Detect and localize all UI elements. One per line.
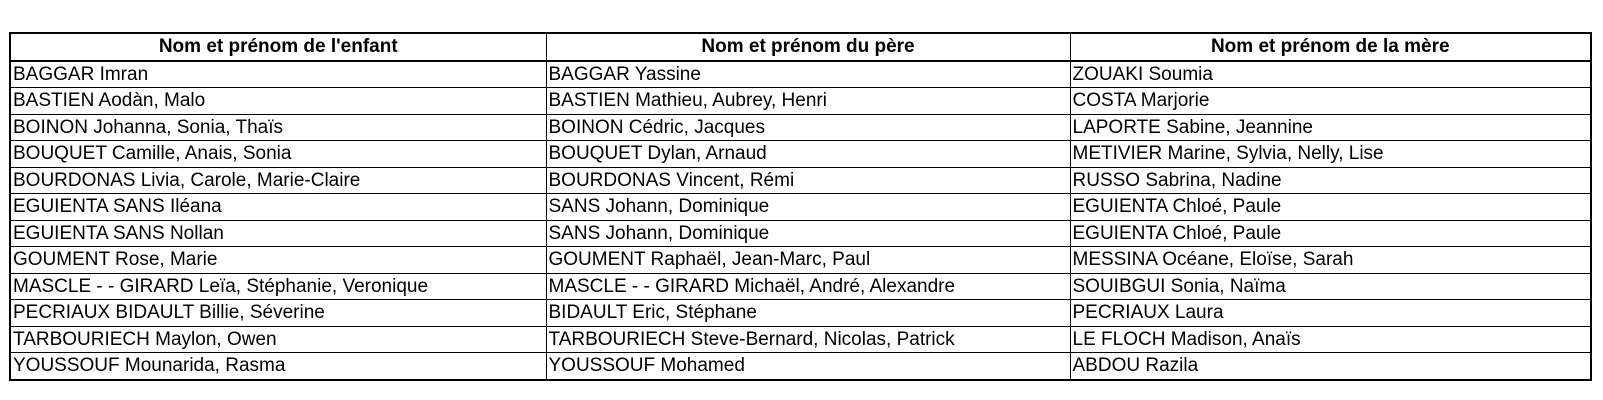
table-row bbox=[10, 114, 1591, 141]
table-row bbox=[10, 88, 1591, 115]
header-row bbox=[10, 33, 1591, 61]
child-name-cell: BAGGAR Imran bbox=[10, 61, 546, 88]
table-row bbox=[10, 247, 1591, 274]
child-name-cell: TARBOURIECH Maylon, Owen bbox=[10, 326, 546, 353]
table-row bbox=[10, 353, 1591, 380]
table-row bbox=[10, 326, 1591, 353]
father-name-cell: MASCLE - - GIRARD Michaël, André, Alexandre bbox=[546, 273, 1070, 300]
father-name-cell: BOURDONAS Vincent, Rémi bbox=[546, 167, 1070, 194]
father-name-cell: SANS Johann, Dominique bbox=[546, 194, 1070, 221]
father-name-cell: BAGGAR Yassine bbox=[546, 61, 1070, 88]
mother-name-cell: COSTA Marjorie bbox=[1070, 88, 1591, 115]
mother-name-cell: SOUIBGUI Sonia, Naïma bbox=[1070, 273, 1591, 300]
table-row bbox=[10, 61, 1591, 88]
child-name-cell: YOUSSOUF Mounarida, Rasma bbox=[10, 353, 546, 380]
header-mother-name: Nom et prénom de la mère bbox=[1070, 33, 1591, 61]
father-name-cell: BASTIEN Mathieu, Aubrey, Henri bbox=[546, 88, 1070, 115]
table-row bbox=[10, 141, 1591, 168]
table-row bbox=[10, 167, 1591, 194]
table-row bbox=[10, 194, 1591, 221]
table-row bbox=[10, 273, 1591, 300]
child-name-cell: BASTIEN Aodàn, Malo bbox=[10, 88, 546, 115]
header-father-name: Nom et prénom du père bbox=[546, 33, 1070, 61]
mother-name-cell: PECRIAUX Laura bbox=[1070, 300, 1591, 327]
child-name-cell: MASCLE - - GIRARD Leïa, Stéphanie, Veronique bbox=[10, 273, 546, 300]
header-child-name: Nom et prénom de l'enfant bbox=[10, 33, 546, 61]
father-name-cell: BIDAULT Eric, Stéphane bbox=[546, 300, 1070, 327]
child-name-cell: EGUIENTA SANS Iléana bbox=[10, 194, 546, 221]
father-name-cell: BOUQUET Dylan, Arnaud bbox=[546, 141, 1070, 168]
child-name-cell: BOINON Johanna, Sonia, Thaïs bbox=[10, 114, 546, 141]
mother-name-cell: LAPORTE Sabine, Jeannine bbox=[1070, 114, 1591, 141]
table-row bbox=[10, 300, 1591, 327]
mother-name-cell: RUSSO Sabrina, Nadine bbox=[1070, 167, 1591, 194]
mother-name-cell: LE FLOCH Madison, Anaïs bbox=[1070, 326, 1591, 353]
child-name-cell: GOUMENT Rose, Marie bbox=[10, 247, 546, 274]
child-name-cell: BOURDONAS Livia, Carole, Marie-Claire bbox=[10, 167, 546, 194]
father-name-cell: BOINON Cédric, Jacques bbox=[546, 114, 1070, 141]
table-row bbox=[10, 220, 1591, 247]
child-name-cell: EGUIENTA SANS Nollan bbox=[10, 220, 546, 247]
birth-registry-table-wrapper bbox=[9, 32, 1590, 381]
mother-name-cell: ABDOU Razila bbox=[1070, 353, 1591, 380]
mother-name-cell: MESSINA Océane, Eloïse, Sarah bbox=[1070, 247, 1591, 274]
child-name-cell: BOUQUET Camille, Anais, Sonia bbox=[10, 141, 546, 168]
mother-name-cell: METIVIER Marine, Sylvia, Nelly, Lise bbox=[1070, 141, 1591, 168]
father-name-cell: TARBOURIECH Steve-Bernard, Nicolas, Patrick bbox=[546, 326, 1070, 353]
father-name-cell: GOUMENT Raphaël, Jean-Marc, Paul bbox=[546, 247, 1070, 274]
father-name-cell: YOUSSOUF Mohamed bbox=[546, 353, 1070, 380]
mother-name-cell: ZOUAKI Soumia bbox=[1070, 61, 1591, 88]
mother-name-cell: EGUIENTA Chloé, Paule bbox=[1070, 220, 1591, 247]
father-name-cell: SANS Johann, Dominique bbox=[546, 220, 1070, 247]
child-name-cell: PECRIAUX BIDAULT Billie, Séverine bbox=[10, 300, 546, 327]
birth-registry-table bbox=[9, 32, 1592, 381]
table-body bbox=[10, 61, 1591, 380]
mother-name-cell: EGUIENTA Chloé, Paule bbox=[1070, 194, 1591, 221]
